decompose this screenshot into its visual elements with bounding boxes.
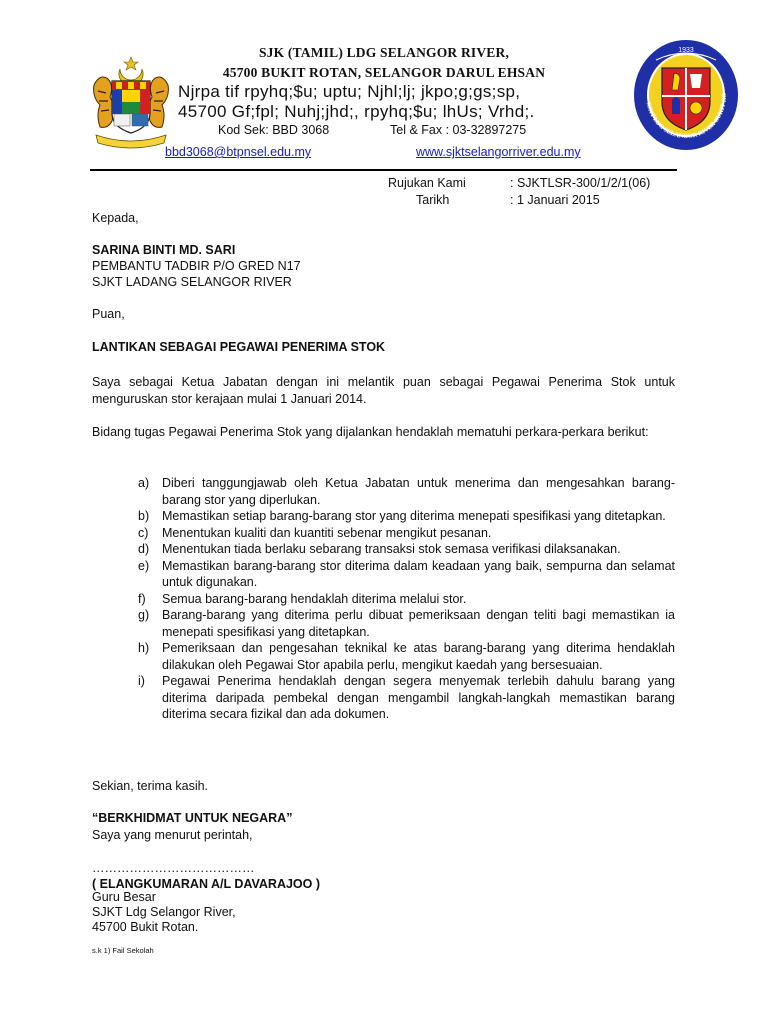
list-item: [138, 591, 675, 608]
list-item: [138, 673, 675, 723]
list-item-text: Diberi tanggungjawab oleh Ketua Jabatan untuk menerima dan mengesahkan barang-barang stor yang diperlukan.: [162, 476, 675, 507]
emblem-ring-text: SJKT LDG SELANGOR RIVER BUKIT RO: [644, 92, 729, 141]
email-link[interactable]: bbd3068@btpnsel.edu.my: [165, 145, 312, 159]
list-item-text: Menentukan kualiti dan kuantiti sebenar mengikut pesanan.: [162, 525, 492, 540]
list-item-text: Pegawai Penerima hendaklah dengan segera menyemak terlebih dahulu barang yang diterima daripada pembekal dengan mengambil langkah-langkah memastikan barang diterima secara fizikal dan ada dokumen.: [162, 674, 675, 721]
list-item-text: Memastikan barang-barang stor diterima dalam keadaan yang baik, sempurna dan selamat untuk digunakan.: [162, 558, 675, 589]
date-value: : 1 Januari 2015: [510, 193, 600, 207]
list-item-label: e): [138, 558, 150, 573]
list-item-label: c): [138, 525, 149, 540]
signatory-position: Guru Besar: [92, 890, 156, 904]
cc-note: s.k 1) Fail Sekolah: [92, 946, 154, 955]
reference-label: Rujukan Kami: [388, 176, 466, 190]
list-item-text: Pemeriksaan dan pengesahan teknikal ke atas barang-barang yang diterima hendaklah dilakukan oleh Pegawai Stor apabila perlu, mengikut kaedah yang bersesuaian.: [162, 641, 675, 672]
list-item-text: Semua barang-barang hendaklah diterima melalui stor.: [162, 591, 467, 606]
emblem-banner-text: 1933: [678, 47, 694, 54]
closing: Sekian, terima kasih.: [92, 779, 209, 793]
list-item-label: g): [138, 608, 150, 622]
paragraph-2: Bidang tugas Pegawai Penerima Stok yang dijalankan hendaklah mematuhi perkara-perkara berikut:: [92, 425, 649, 439]
list-item: [138, 541, 675, 558]
motto: “BERKHIDMAT UNTUK NEGARA”: [92, 811, 293, 825]
signature-line: …………………………………: [92, 861, 255, 875]
list-item: [138, 607, 675, 640]
list-item-text: Memastikan setiap barang-barang stor yang diterima menepati spesifikasi yang ditetapkan.: [162, 509, 666, 523]
list-item: [138, 475, 675, 508]
recipient-school: SJKT LADANG SELANGOR RIVER: [92, 275, 292, 289]
name-text: ELANGKUMARAN A/L DAVARAJOO: [99, 877, 313, 891]
date-label: Tarikh: [416, 193, 450, 207]
list-item-label: h): [138, 641, 150, 655]
tamil-name-line: Njrpa tif rpyhq;$u; uptu; Njhl;lj; jkpo;g;gs;sp,: [178, 82, 521, 101]
tamil-address-line: 45700 Gf;fpl; Nuhj;jhd;, rpyhq;$u; lhUs; Vrhd;.: [178, 102, 535, 121]
header-divider: [90, 169, 677, 171]
school-code: Kod Sek: BBD 3068: [218, 123, 330, 137]
list-item-label: b): [138, 509, 150, 523]
kepada-label: Kepada,: [92, 211, 139, 225]
list-item: [138, 525, 675, 542]
list-item-label: f): [138, 591, 146, 606]
paragraph-1: Saya sebagai Ketua Jabatan dengan ini melantik puan sebagai Pegawai Penerima Stok untuk menguruskan stor kerajaan mulai 1 Januari 2014.: [92, 375, 675, 406]
list-item-label: i): [138, 674, 145, 688]
list-item-text: Menentukan tiada berlaku sebarang transaksi stok semasa verifikasi dilaksanakan.: [162, 542, 621, 556]
reference-value: : SJKTLSR-300/1/2/1(06): [510, 176, 651, 190]
website-link[interactable]: www.sjktselangorriver.edu.my: [416, 145, 581, 159]
list-item: [138, 508, 675, 525]
list-item-text: Barang-barang yang diterima perlu dibuat pemeriksaan dengan teliti bagi memastikan ia menepati spesifikasi yang ditetapkan.: [162, 608, 675, 639]
list-item-label: d): [138, 542, 150, 556]
list-item-label: a): [138, 476, 150, 490]
recipient-title: PEMBANTU TADBIR P/O GRED N17: [92, 259, 301, 273]
tel-fax: Tel & Fax : 03-32897275: [390, 123, 527, 137]
signatory-town: 45700 Bukit Rotan.: [92, 920, 199, 934]
recipient-name: SARINA BINTI MD. SARI: [92, 243, 236, 257]
yours-faithfully: Saya yang menurut perintah,: [92, 828, 253, 842]
list-item: [138, 640, 675, 673]
school-address: 45700 BUKIT ROTAN, SELANGOR DARUL EHSAN: [222, 65, 546, 80]
salutation: Puan,: [92, 307, 125, 321]
school-name: SJK (TAMIL) LDG SELANGOR RIVER,: [258, 45, 510, 60]
letter-subject: LANTIKAN SEBAGAI PEGAWAI PENERIMA STOK: [92, 340, 386, 354]
duties-list: [138, 475, 675, 723]
list-item: [138, 558, 675, 591]
name-close-paren: ): [312, 877, 321, 891]
name-open-paren: (: [92, 877, 100, 891]
signatory-school: SJKT Ldg Selangor River,: [92, 905, 236, 919]
